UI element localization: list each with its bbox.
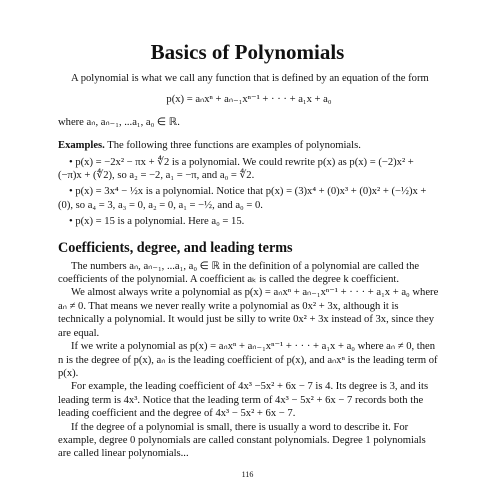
page-number: 116: [241, 470, 254, 479]
section-paragraph-2: We almost always write a polynomial as p(x) = aₙxⁿ + aₙ₋₁xⁿ⁻¹ + · · · + a₁x + a₀ where aₙ ≠ 0. That means we never really write a polynomial as 0x² + 3x, although it is technically a polynomial. It would just be silly to write 0x² + 3x instead of 3x, since they are equal.: [58, 287, 439, 339]
section-paragraph-5: If the degree of a polynomial is small, there is usually a word to describe it. For example, degree 0 polynomials are called constant polynomials. Degree 1 polynomials are called linear polynomials...: [58, 421, 426, 460]
section-heading: Coefficients, degree, and leading terms: [58, 239, 293, 256]
polynomial-equation: p(x) = aₙxⁿ + aₙ₋₁xⁿ⁻¹ + · · · + a₁x + a₀: [166, 94, 332, 106]
example-item-2: • p(x) = 3x⁴ − ½x is a polynomial. Notice that p(x) = (3)x⁴ + (0)x³ + (0)x² + (−½)x + (0), so a₄ = 3, a₃ = 0, a₂ = 0, a₁ = −½, and a₀ = 0.: [58, 186, 427, 211]
example-item-1: • p(x) = −2x² − πx + ∜2 is a polynomial. We could rewrite p(x) as p(x) = (−2)x² + (−π)x + (∜2), so a₂ = −2, a₁ = −π, and a₀ = ∜2.: [58, 156, 414, 182]
examples-paragraph: [58, 139, 440, 152]
coefficients-domain-text: where aₙ, aₙ₋₁, ...a₁, a₀ ∈ ℝ.: [58, 116, 180, 128]
example-item-3: • p(x) = 15 is a polynomial. Here a₀ = 15.: [69, 216, 245, 228]
examples-intro: The following three functions are examples of polynomials.: [104, 140, 361, 152]
examples-heading: Examples.: [58, 140, 105, 152]
section-paragraph-4: For example, the leading coefficient of 4x³ −5x² + 6x − 7 is 4. Its degree is 3, and its leading term is 4x³. Notice that the leading term of 4x³ − 5x² + 6x − 7 records both the leading coefficient and the degree of 4x³ − 5x² + 6x − 7.: [58, 381, 429, 420]
intro-text: A polynomial is what we call any function that is defined by an equation of the form: [71, 73, 429, 84]
section-paragraph-1: The numbers aₙ, aₙ₋₁, ...a₁, a₀ ∈ ℝ in the definition of a polynomial are called the coefficients of the polynomial. A coefficient aₖ is called the degree k coefficient.: [58, 260, 420, 286]
section-paragraph-3: If we write a polynomial as p(x) = aₙxⁿ + aₙ₋₁xⁿ⁻¹ + · · · + a₁x + a₀ where aₙ ≠ 0, then n is the degree of p(x), aₙ is the leading coefficient of p(x), and aₙxⁿ is the leading term of p(x).: [58, 341, 438, 379]
document-body: [58, 72, 440, 461]
page-title: Basics of Polynomials: [150, 40, 345, 64]
